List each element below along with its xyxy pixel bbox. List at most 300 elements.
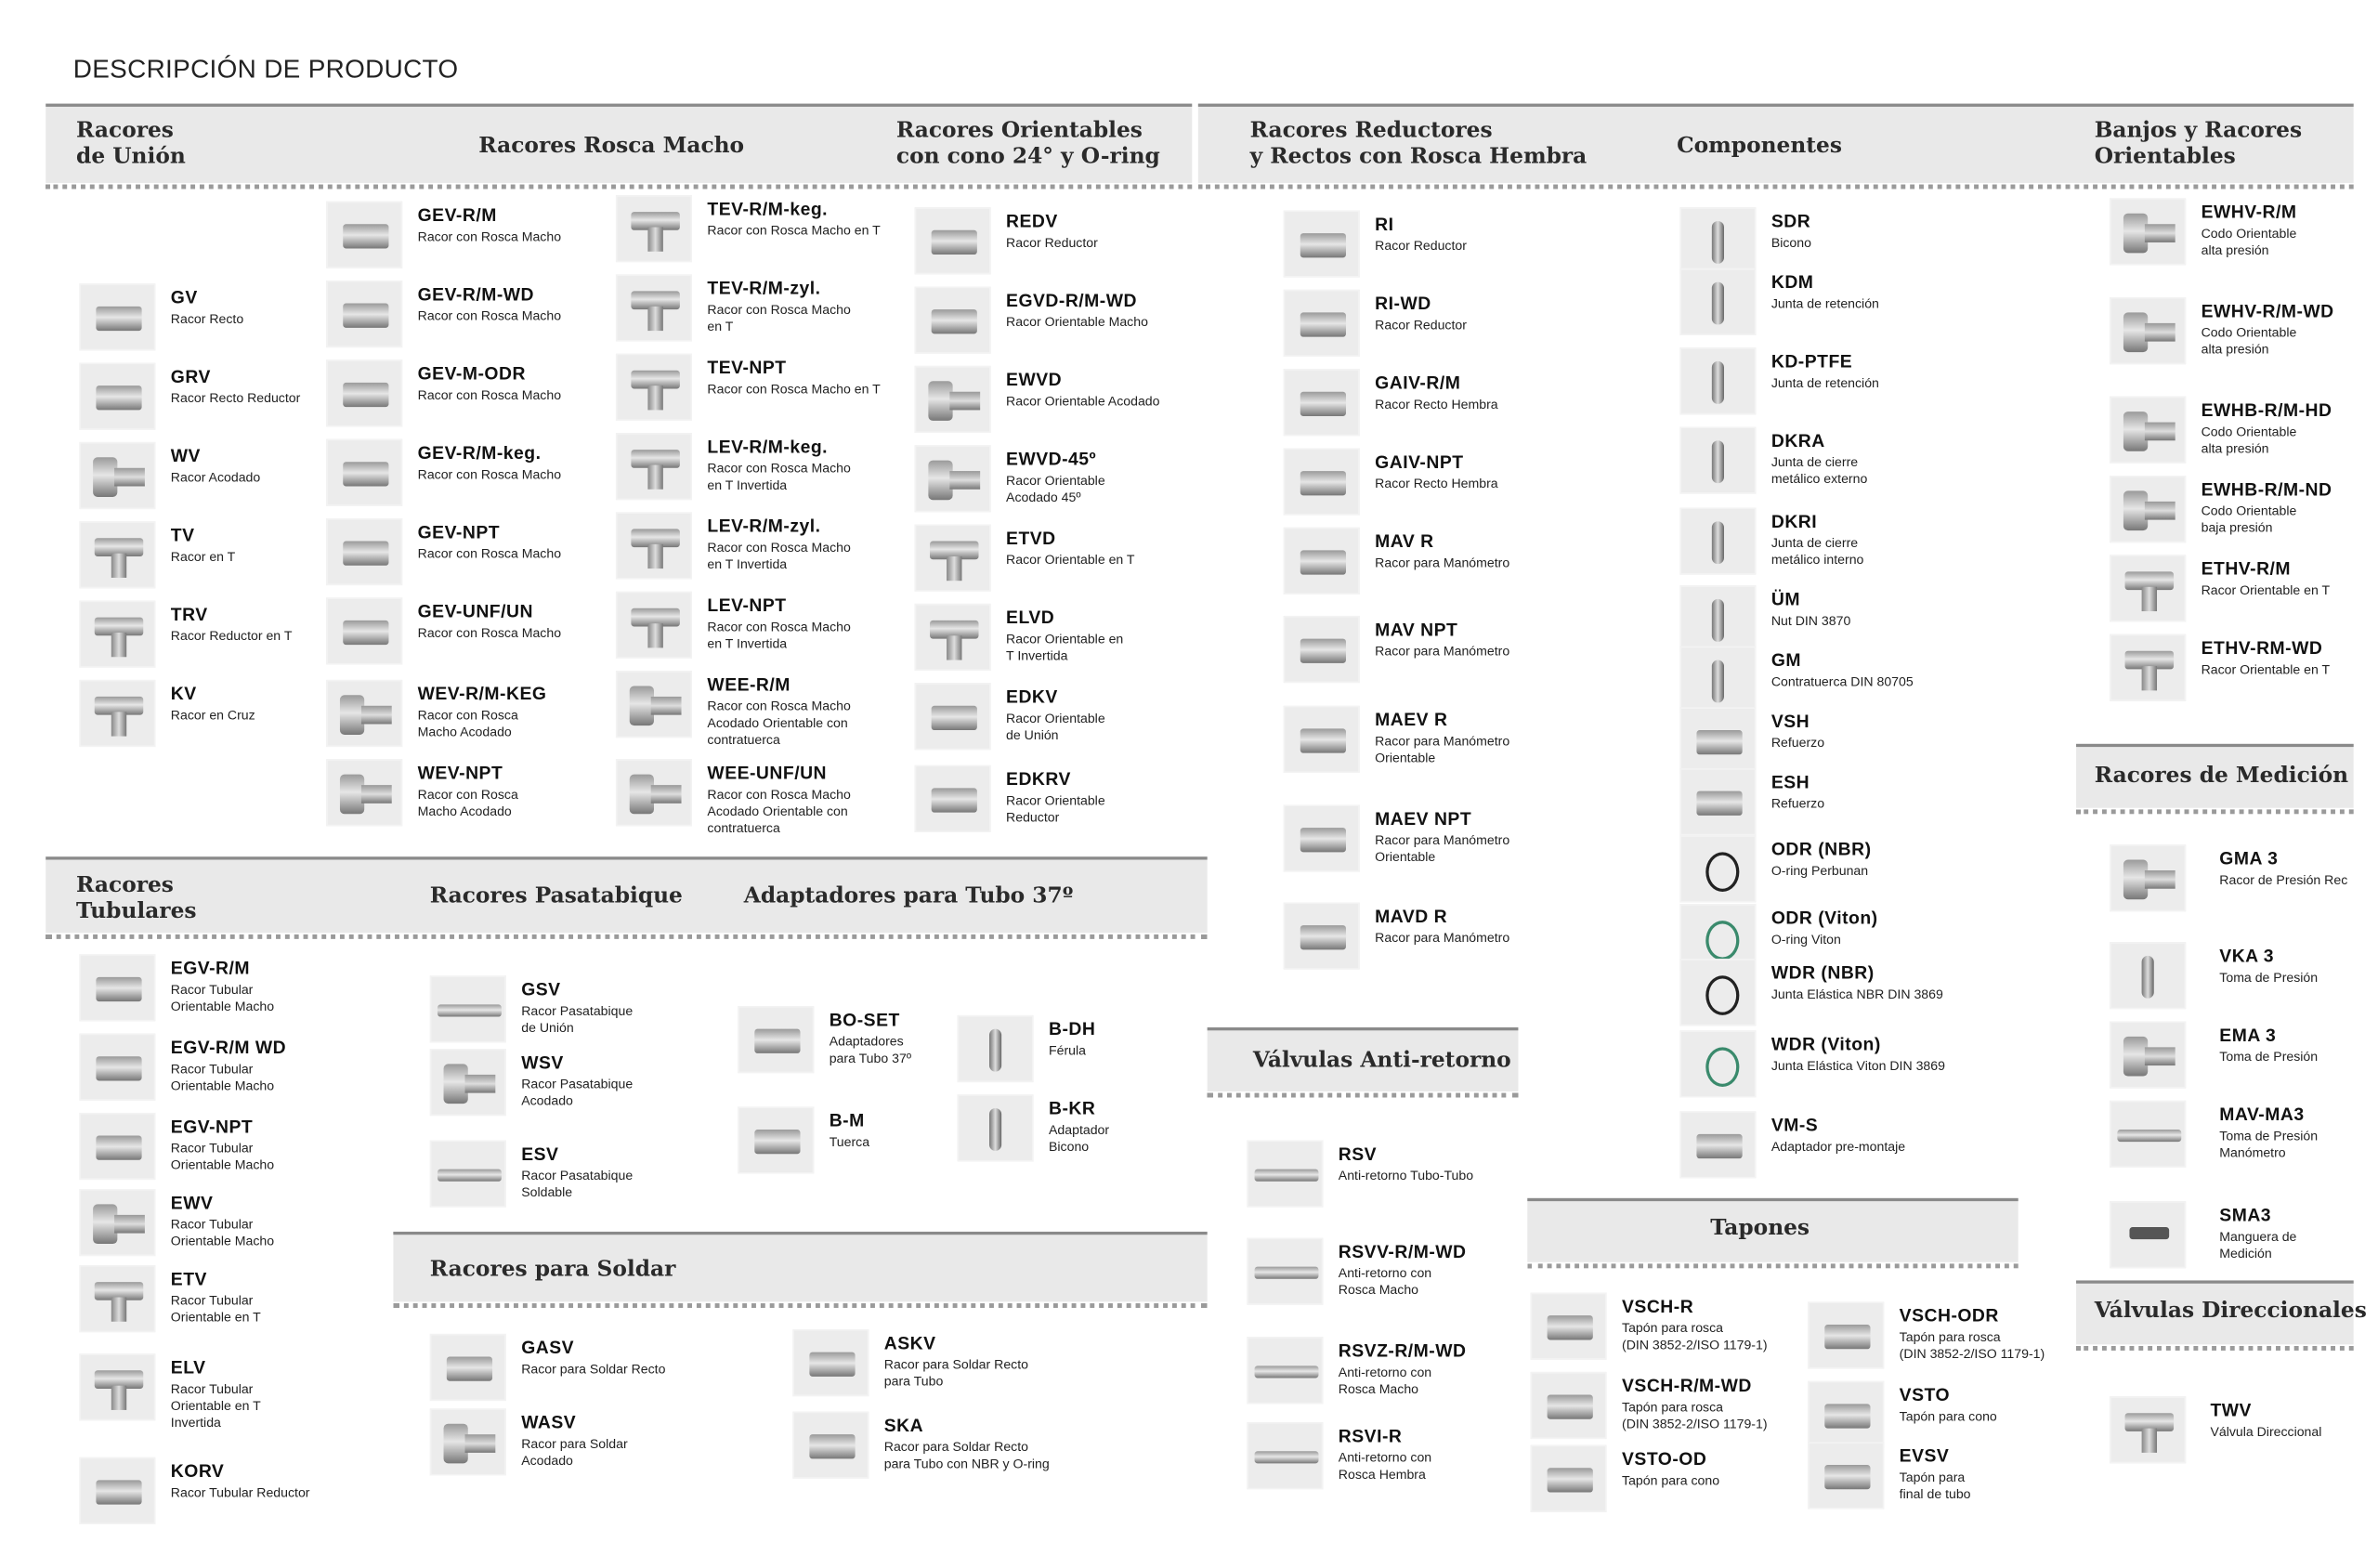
product-desc: Racor para Soldar Recto para Tubo <box>883 1356 1028 1389</box>
ferrule-icon <box>958 1015 1034 1082</box>
product-code: VSCH-R <box>1622 1295 1694 1317</box>
product-code: WEV-R/M-KEG <box>417 683 547 705</box>
plug-icon <box>1808 1301 1884 1368</box>
fitting-icon <box>326 359 402 426</box>
product-code: VSTO-OD <box>1622 1447 1707 1470</box>
product-item[interactable] <box>1247 1237 1551 1307</box>
product-desc: Junta Elástica NBR DIN 3869 <box>1770 986 1943 1002</box>
product-code: MAV-MA3 <box>2219 1104 2305 1126</box>
product-code: EWHV-R/M-WD <box>2201 300 2334 322</box>
fitting-icon <box>915 765 991 832</box>
product-item[interactable] <box>1284 616 1588 686</box>
product-item[interactable] <box>2110 476 2378 545</box>
product-code: VM-S <box>1770 1114 1819 1136</box>
product-desc: Racor para Soldar Acodado <box>521 1435 628 1469</box>
product-desc: Adaptador Bicono <box>1049 1121 1110 1155</box>
fitting-icon <box>1284 528 1360 595</box>
tee-icon <box>79 1265 155 1332</box>
product-item[interactable] <box>915 207 1220 277</box>
product-item[interactable] <box>326 202 631 271</box>
fitting-icon <box>79 1457 155 1524</box>
product-item[interactable] <box>326 759 631 829</box>
product-code: ODR (NBR) <box>1770 838 1872 860</box>
product-desc: Adaptadores para Tubo 37º <box>829 1033 911 1066</box>
product-item[interactable] <box>326 359 631 429</box>
product-code: EGV-NPT <box>170 1116 254 1138</box>
product-item[interactable] <box>1679 207 1984 277</box>
elbow-icon <box>915 445 991 512</box>
header-union: Racores de Unión <box>76 118 186 170</box>
product-code: RSVI-R <box>1338 1425 1403 1447</box>
product-desc: Racor Tubular Reductor <box>170 1484 310 1500</box>
product-code: WDR (Viton) <box>1770 1033 1881 1055</box>
tee-icon <box>616 354 692 421</box>
ring-icon <box>1679 426 1756 493</box>
product-code: GV <box>170 286 198 308</box>
product-desc: Racor Reductor <box>1375 237 1467 254</box>
product-code: WEE-R/M <box>707 673 790 696</box>
fitting-icon <box>1284 804 1360 871</box>
product-desc: Tapón para rosca (DIN 3852-2/ISO 1179-1) <box>1899 1328 2045 1362</box>
product-desc: Racor Recto Hembra <box>1375 475 1498 491</box>
product-desc: Racor con Rosca Macho <box>417 545 562 561</box>
header-componentes: Componentes <box>1677 134 1842 159</box>
product-desc: Toma de Presión <box>2219 1049 2319 1065</box>
product-code: WASV <box>521 1411 577 1433</box>
product-item[interactable] <box>616 354 921 424</box>
product-code: VSCH-R/M-WD <box>1622 1375 1752 1397</box>
product-item[interactable] <box>2110 1201 2378 1271</box>
product-item[interactable] <box>2110 397 2378 466</box>
product-code: SDR <box>1770 210 1811 232</box>
tee-icon <box>79 521 155 588</box>
product-code: WSV <box>521 1052 564 1074</box>
tee-icon <box>616 274 692 341</box>
product-item[interactable] <box>1679 347 1984 417</box>
product-code: EDKRV <box>1006 768 1071 791</box>
product-desc: Codo Orientable alta presión <box>2201 225 2297 258</box>
product-desc: Junta Elástica Viton DIN 3869 <box>1770 1057 1945 1074</box>
product-code: GM <box>1770 649 1802 672</box>
product-item[interactable] <box>1808 1442 2112 1511</box>
product-code: ELV <box>170 1356 206 1379</box>
product-desc: Manguera de Medición <box>2219 1228 2297 1261</box>
cross-icon <box>79 680 155 747</box>
product-code: GAIV-NPT <box>1375 451 1464 473</box>
product-code: LEV-NPT <box>707 594 787 616</box>
product-item[interactable] <box>1284 528 1588 597</box>
check-valve-icon <box>1247 1140 1323 1207</box>
sleeve-icon <box>1679 768 1756 835</box>
product-desc: Junta de cierre metálico externo <box>1770 454 1868 487</box>
product-item[interactable] <box>1679 959 1984 1028</box>
fitting-icon <box>79 283 155 350</box>
product-item[interactable] <box>958 1094 1262 1164</box>
fitting-icon <box>915 683 991 750</box>
product-desc: Racor Orientable Macho <box>1006 314 1148 330</box>
product-desc: Racor con Rosca Macho en T <box>707 222 881 238</box>
product-item[interactable] <box>2110 1101 2378 1170</box>
product-item[interactable] <box>1679 1111 1984 1181</box>
product-item[interactable] <box>430 1049 735 1118</box>
product-item[interactable] <box>1679 835 1984 905</box>
header-macho: Racores Rosca Macho <box>478 134 745 159</box>
fitting-icon <box>915 287 991 354</box>
product-desc: Racor Tubular Orientable Macho <box>170 1140 275 1172</box>
product-desc: Racor para Manómetro <box>1375 555 1510 570</box>
product-item[interactable] <box>1531 1445 1836 1515</box>
product-desc: Racor para Soldar Recto <box>521 1361 666 1377</box>
page-title: DESCRIPCIÓN DE PRODUCTO <box>72 55 459 85</box>
product-code: ÜM <box>1770 588 1800 610</box>
elbow-icon <box>79 442 155 509</box>
fitting-icon <box>79 1113 155 1180</box>
product-code: GEV-R/M-keg. <box>417 441 542 464</box>
product-code: ETHV-RM-WD <box>2201 636 2323 659</box>
product-code: GRV <box>170 365 211 387</box>
tee-icon <box>915 525 991 592</box>
product-item[interactable] <box>2110 297 2378 367</box>
product-item[interactable] <box>1284 369 1588 438</box>
check-valve-icon <box>1247 1422 1323 1489</box>
product-desc: Racor Pasatabique Soldable <box>521 1168 634 1200</box>
bulkhead-icon <box>430 975 506 1042</box>
header-banjos: Banjos y Racores Orientables <box>2094 118 2303 170</box>
gauge-adapter-icon <box>2110 1101 2186 1168</box>
product-item[interactable] <box>2110 198 2378 268</box>
product-item[interactable] <box>2110 1396 2378 1466</box>
product-code: EGV-R/M WD <box>170 1036 287 1058</box>
product-code: TRV <box>170 603 208 625</box>
product-desc: Racor Tubular Orientable en T <box>170 1292 261 1326</box>
product-desc: Tapón para rosca (DIN 3852-2/ISO 1179-1) <box>1622 1399 1768 1431</box>
sleeve-icon <box>1679 707 1756 774</box>
fitting-icon <box>326 597 402 664</box>
product-item[interactable] <box>79 1353 384 1431</box>
product-code: WEV-NPT <box>417 762 503 784</box>
product-desc: Racor con Rosca Macho Acodado <box>417 707 518 739</box>
product-code: RSV <box>1338 1143 1378 1165</box>
product-code: MAEV NPT <box>1375 807 1472 830</box>
product-item[interactable] <box>915 604 1220 673</box>
product-item[interactable] <box>915 683 1220 752</box>
product-desc: Tapón para cono <box>1622 1472 1720 1488</box>
product-desc: Racor con Rosca Macho <box>417 466 562 482</box>
product-item[interactable] <box>1284 290 1588 359</box>
product-item[interactable] <box>1284 804 1588 874</box>
product-code: GEV-R/M-WD <box>417 283 535 306</box>
elbow-icon <box>326 759 402 826</box>
product-item[interactable] <box>1679 507 1984 577</box>
fitting-icon <box>1284 290 1360 357</box>
product-item[interactable] <box>79 1457 384 1527</box>
seal-icon <box>1679 959 1756 1026</box>
product-item[interactable] <box>792 1329 1097 1399</box>
product-item[interactable] <box>79 1265 384 1335</box>
product-desc: Racor Orientable en T <box>1006 552 1135 568</box>
product-code: ODR (Viton) <box>1770 907 1878 929</box>
product-desc: Anti-retorno con Rosca Hembra <box>1338 1449 1432 1483</box>
product-item[interactable] <box>430 1140 735 1209</box>
product-desc: Anti-retorno con Rosca Macho <box>1338 1364 1432 1397</box>
product-code: GSV <box>521 978 561 1000</box>
product-code: KDM <box>1770 271 1814 294</box>
product-desc: Racor de Presión Rec <box>2219 871 2348 888</box>
product-code: KD-PTFE <box>1770 350 1853 372</box>
product-desc: Racor Reductor <box>1375 317 1467 333</box>
product-code: GEV-M-ODR <box>417 362 526 385</box>
tee-icon <box>616 512 692 579</box>
product-code: B-DH <box>1049 1018 1096 1040</box>
product-desc: Racor Pasatabique Acodado <box>521 1076 634 1109</box>
product-desc: Racor para Manómetro <box>1375 930 1510 946</box>
product-item[interactable] <box>1679 647 1984 716</box>
product-code: TV <box>170 524 195 546</box>
product-item[interactable] <box>616 195 921 265</box>
product-desc: Racor con Rosca Macho en T Invertida <box>707 460 851 493</box>
product-item[interactable] <box>79 954 384 1024</box>
header-tapones: Tapones <box>1710 1216 1810 1241</box>
product-item[interactable] <box>1247 1337 1551 1406</box>
plug-icon <box>1531 1445 1607 1512</box>
product-item[interactable] <box>915 525 1220 595</box>
product-code: ETV <box>170 1268 207 1290</box>
product-item[interactable] <box>792 1412 1097 1482</box>
product-code: RSVV-R/M-WD <box>1338 1240 1467 1262</box>
product-code: EWVD <box>1006 369 1063 391</box>
weld-elbow-icon <box>430 1408 506 1475</box>
product-desc: Racor con Rosca Macho en T Invertida <box>707 539 851 572</box>
product-item[interactable] <box>1284 448 1588 517</box>
fitting-icon <box>326 202 402 268</box>
elbow-icon <box>915 366 991 433</box>
product-code: ESV <box>521 1143 559 1165</box>
adapter-icon <box>958 1094 1034 1161</box>
product-code: DKRI <box>1770 510 1818 532</box>
product-desc: Racor Tubular Orientable en T Invertida <box>170 1380 261 1431</box>
product-desc: Tapón para rosca (DIN 3852-2/ISO 1179-1) <box>1622 1320 1768 1352</box>
product-item[interactable] <box>1679 268 1984 338</box>
weld-fitting-icon <box>792 1329 869 1396</box>
ring-icon <box>1679 207 1756 274</box>
product-item[interactable] <box>616 592 921 661</box>
product-desc: Racor para Manómetro Orientable <box>1375 733 1510 765</box>
product-desc: Toma de Presión <box>2219 969 2319 986</box>
product-code: EWVD-45º <box>1006 448 1097 470</box>
product-item[interactable] <box>430 975 735 1045</box>
product-item[interactable] <box>2110 634 2378 704</box>
product-code: EGVD-R/M-WD <box>1006 289 1137 311</box>
product-code: ETHV-R/M <box>2201 557 2292 580</box>
product-desc: Tapón para cono <box>1899 1408 1997 1424</box>
product-item[interactable] <box>616 671 921 748</box>
product-item[interactable] <box>1808 1381 2112 1451</box>
product-code: KV <box>170 683 197 705</box>
product-item[interactable] <box>79 1113 384 1183</box>
product-code: MAV R <box>1375 530 1434 553</box>
product-desc: Codo Orientable alta presión <box>2201 424 2297 456</box>
product-desc: Junta de cierre metálico interno <box>1770 534 1864 568</box>
product-desc: Racor Tubular Orientable Macho <box>170 981 275 1014</box>
product-item[interactable] <box>2110 844 2378 914</box>
plug-icon <box>1531 1293 1607 1360</box>
product-item[interactable] <box>915 445 1220 515</box>
product-code: ESH <box>1770 771 1810 793</box>
plug-icon <box>1808 1381 1884 1448</box>
bulkhead-icon <box>430 1140 506 1207</box>
product-item[interactable] <box>616 433 921 503</box>
tee-icon <box>616 592 692 659</box>
product-code: TEV-R/M-keg. <box>707 198 829 220</box>
product-desc: Racor Reductor <box>1006 234 1098 251</box>
ring-icon <box>1679 347 1756 414</box>
product-item[interactable] <box>326 680 631 750</box>
product-code: SMA3 <box>2219 1204 2272 1226</box>
product-code: MAV NPT <box>1375 619 1458 641</box>
product-item[interactable] <box>616 274 921 344</box>
product-item[interactable] <box>958 1015 1262 1085</box>
fitting-icon <box>79 1034 155 1101</box>
product-item[interactable] <box>430 1408 735 1478</box>
product-code: EMA 3 <box>2219 1024 2277 1046</box>
product-item[interactable] <box>2110 1021 2378 1091</box>
bulkhead-elbow-icon <box>430 1049 506 1116</box>
test-point-icon <box>2110 942 2186 1009</box>
tee-icon <box>2110 634 2186 701</box>
product-item[interactable] <box>1679 707 1984 777</box>
product-desc: Refuerzo <box>1770 734 1825 751</box>
product-desc: Bicono <box>1770 234 1811 251</box>
product-item[interactable] <box>1284 902 1588 972</box>
product-desc: O-ring Perbunan <box>1770 862 1869 879</box>
product-item[interactable] <box>1284 706 1588 776</box>
product-code: DKRA <box>1770 429 1825 451</box>
product-item[interactable] <box>79 1034 384 1104</box>
oring-icon <box>1679 835 1756 902</box>
product-item[interactable] <box>1808 1301 2112 1371</box>
product-code: ASKV <box>883 1332 936 1354</box>
product-item[interactable] <box>1531 1293 1836 1363</box>
product-desc: Racor Orientable Reductor <box>1006 792 1105 825</box>
product-item[interactable] <box>915 366 1220 436</box>
product-desc: Racor para Soldar Recto para Tubo con NBR y O-ring <box>883 1439 1050 1471</box>
product-item[interactable] <box>1247 1140 1551 1209</box>
product-desc: Racor Orientable de Unión <box>1006 710 1105 743</box>
product-code: REDV <box>1006 210 1058 232</box>
header-soldar: Racores para Soldar <box>429 1257 676 1283</box>
product-item[interactable] <box>1679 1030 1984 1100</box>
product-desc: Tapón para final de tubo <box>1899 1469 1971 1502</box>
product-item[interactable] <box>2110 942 2378 1012</box>
fitting-icon <box>1284 902 1360 969</box>
product-desc: Racor Recto Hembra <box>1375 396 1498 412</box>
tee-icon <box>79 601 155 668</box>
test-point-icon <box>2110 844 2186 911</box>
product-desc: Anti-retorno Tubo-Tubo <box>1338 1168 1474 1183</box>
product-item[interactable] <box>430 1334 735 1404</box>
elbow-icon <box>326 680 402 747</box>
product-code: VSCH-ODR <box>1899 1304 1999 1326</box>
header-pasatabique: Racores Pasatabique <box>429 883 683 909</box>
product-code: VSTO <box>1899 1384 1951 1406</box>
check-valve-icon <box>1247 1337 1323 1404</box>
product-item[interactable] <box>616 759 921 836</box>
product-code: GEV-NPT <box>417 521 501 543</box>
product-item[interactable] <box>1679 426 1984 496</box>
product-item[interactable] <box>1247 1422 1551 1492</box>
product-desc: Racor Orientable Acodado 45º <box>1006 472 1105 505</box>
fitting-icon <box>326 281 402 347</box>
product-desc: Racor Tubular Orientable Macho <box>170 1061 275 1093</box>
tee-icon <box>79 1353 155 1420</box>
header-medicion: Racores de Medición <box>2094 764 2349 789</box>
product-desc: Racor Orientable en T Invertida <box>1006 631 1124 663</box>
banjo-icon <box>2110 198 2186 265</box>
fitting-icon <box>326 518 402 585</box>
product-desc: Racor con Rosca Macho en T <box>707 381 881 397</box>
product-code: GEV-UNF/UN <box>417 600 533 622</box>
product-desc: Racor para Manómetro Orientable <box>1375 831 1510 865</box>
product-item[interactable] <box>326 518 631 588</box>
test-point-icon <box>2110 1021 2186 1088</box>
product-item[interactable] <box>616 512 921 581</box>
elbow-icon <box>616 671 692 738</box>
product-item[interactable] <box>326 281 631 350</box>
weld-fitting-icon <box>430 1334 506 1401</box>
product-code: EDKV <box>1006 686 1058 708</box>
product-desc: Férula <box>1049 1042 1086 1058</box>
product-item[interactable] <box>1679 768 1984 838</box>
check-valve-icon <box>1247 1237 1323 1304</box>
product-code: WDR (NBR) <box>1770 961 1875 984</box>
product-desc: Racor para Manómetro <box>1375 643 1510 659</box>
fitting-icon <box>1284 448 1360 515</box>
product-item[interactable] <box>915 287 1220 357</box>
product-desc: Racor con Rosca Macho <box>417 624 562 641</box>
product-code: GMA 3 <box>2219 847 2279 869</box>
product-desc: Racor Orientable en T <box>2201 661 2331 677</box>
adapter-icon <box>738 1006 814 1073</box>
product-desc: Racor Orientable Acodado <box>1006 393 1160 409</box>
fitting-icon <box>79 363 155 430</box>
product-item[interactable] <box>2110 555 2378 624</box>
product-code: WEE-UNF/UN <box>707 762 828 784</box>
product-desc: Racor en T <box>170 548 236 565</box>
product-desc: Racor con Rosca Macho en T Invertida <box>707 619 851 651</box>
ring-icon <box>1679 268 1756 335</box>
product-item[interactable] <box>1284 210 1588 280</box>
product-code: B-KR <box>1049 1097 1096 1119</box>
elbow-icon <box>79 1189 155 1256</box>
product-item[interactable] <box>1679 585 1984 655</box>
product-code: WV <box>170 445 201 467</box>
product-desc: Codo Orientable alta presión <box>2201 324 2297 357</box>
product-item[interactable] <box>326 439 631 509</box>
header-valvulas: Válvulas Anti-retorno <box>1252 1049 1511 1074</box>
tee-icon <box>616 195 692 262</box>
product-item[interactable] <box>326 597 631 667</box>
product-code: MAVD R <box>1375 905 1448 927</box>
product-code: GAIV-R/M <box>1375 372 1461 394</box>
product-desc: Nut DIN 3870 <box>1770 612 1851 629</box>
product-desc: Refuerzo <box>1770 795 1825 812</box>
product-code: BO-SET <box>829 1009 900 1031</box>
product-item[interactable] <box>79 1189 384 1259</box>
product-code: KORV <box>170 1460 225 1483</box>
fitting-icon <box>915 207 991 274</box>
product-item[interactable] <box>1531 1372 1836 1442</box>
product-item[interactable] <box>915 765 1220 835</box>
